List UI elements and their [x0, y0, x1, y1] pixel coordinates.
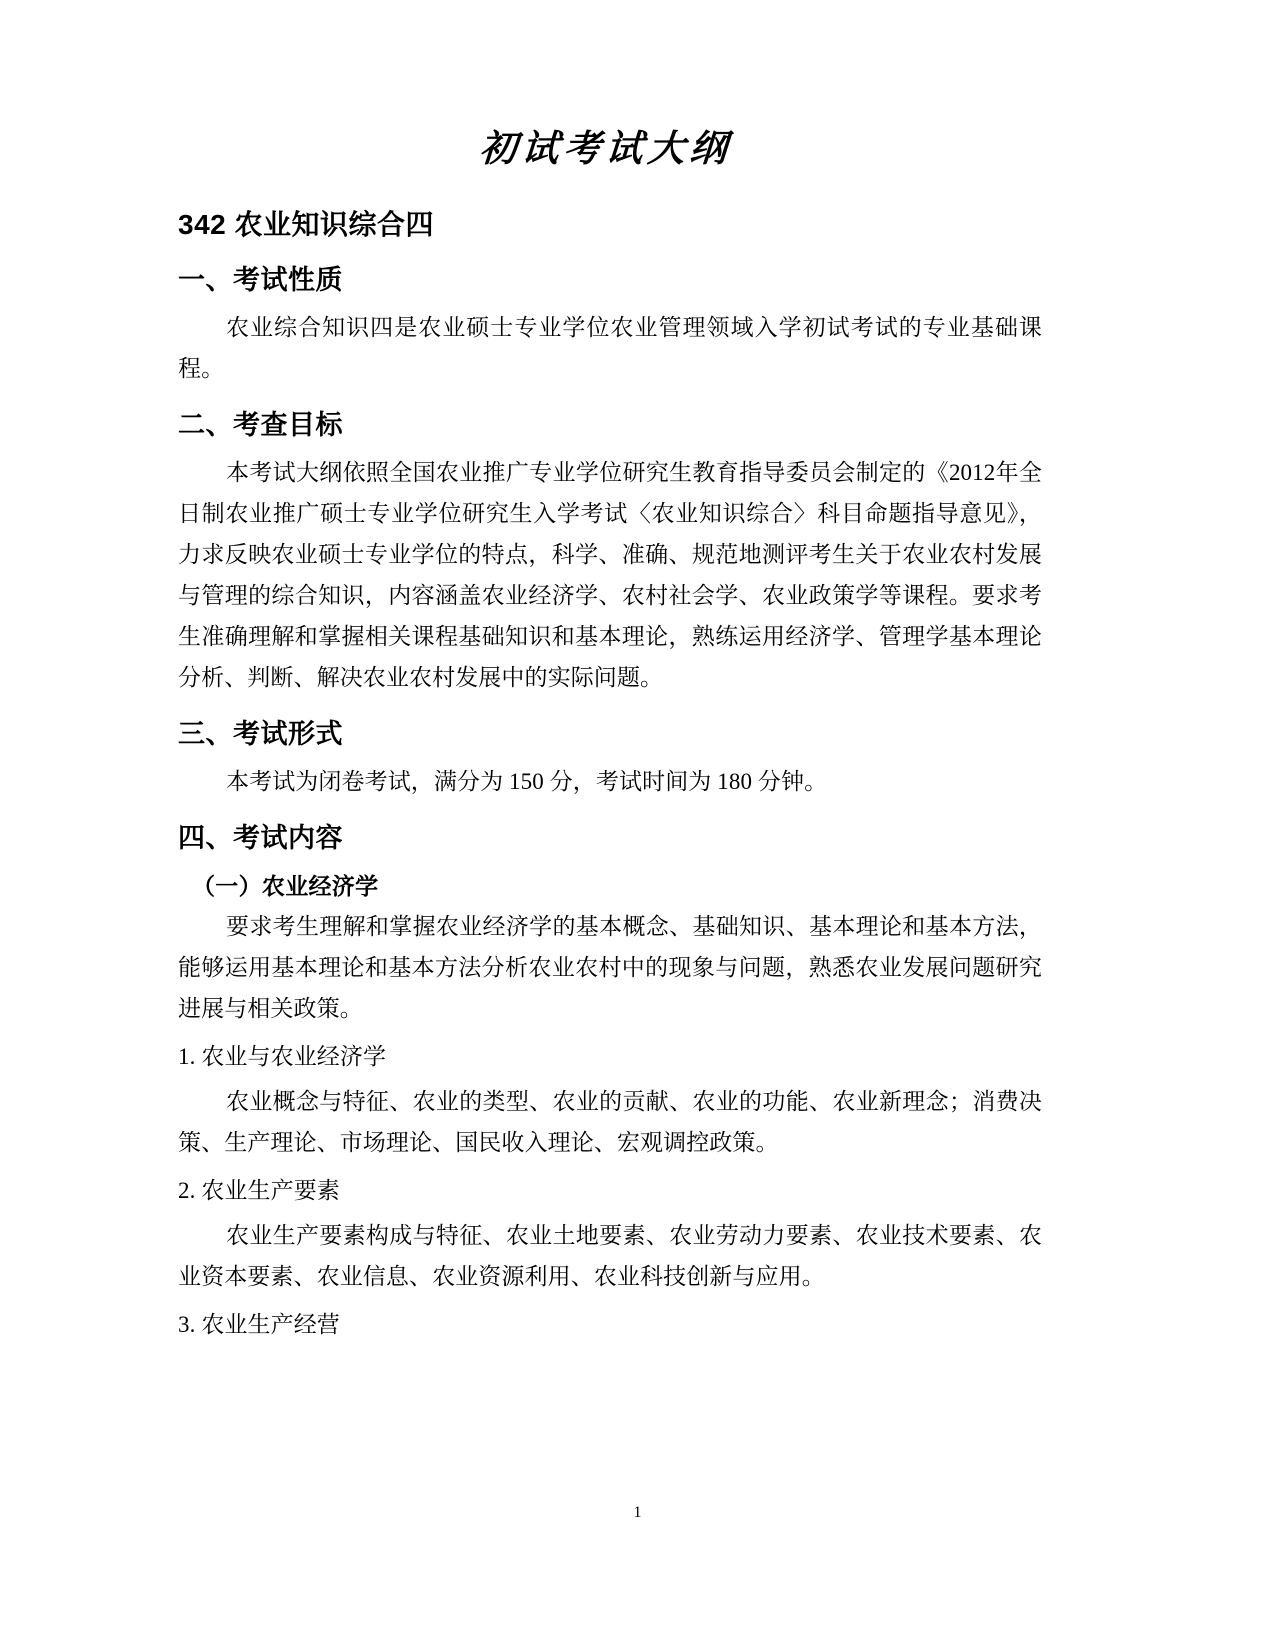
- section-1-paragraph: 农业综合知识四是农业硕士专业学位农业管理领域入学初试考试的专业基础课程。: [178, 315, 1042, 382]
- section-heading-2: 二、考查目标: [178, 410, 343, 441]
- item-title-3: 3. 农业生产经营: [178, 1311, 340, 1337]
- section-3-paragraph: 本考试为闭卷考试，满分为 150 分，考试时间为 180 分钟。: [226, 769, 828, 795]
- document-title: 初试考试大纲: [478, 129, 734, 170]
- section-heading-1: 一、考试性质: [178, 265, 343, 296]
- course-code-heading: 342 农业知识综合四: [178, 209, 434, 241]
- subsection-intro-paragraph: 要求考生理解和掌握农业经济学的基本概念、基础知识、基本理论和基本方法，能够运用基本理论和基本方法分析农业农村中的现象与问题，熟悉农业发展问题研究进展与相关政策。: [178, 913, 1042, 1021]
- subsection-heading-agricultural-economics: （一）农业经济学: [192, 872, 379, 899]
- section-heading-4: 四、考试内容: [178, 823, 343, 854]
- page-number: 1: [633, 1504, 642, 1521]
- section-2-paragraph: 本考试大纲依照全国农业推广专业学位研究生教育指导委员会制定的《2012年全日制农业推广硕士专业学位研究生入学考试〈农业知识综合〉科目命题指导意见》，力求反映农业硕士专业学位的特点，科学、准确、规范地测评考生关于农业农村发展与管理的综合知识，内容涵盖农业经济学、农村社会学、农业政策学等课程。要求考生准确理解和掌握相关课程基础知识和基本理论，熟练运用经济学、管理学基本理论分析、判断、解决农业农村发展中的实际问题。: [178, 460, 1042, 691]
- item-title-1: 1. 农业与农业经济学: [178, 1043, 387, 1069]
- item-body-1: 农业概念与特征、农业的类型、农业的贡献、农业的功能、农业新理念；消费决策、生产理论、市场理论、国民收入理论、宏观调控政策。: [178, 1088, 1042, 1155]
- document-content: [178, 0, 1042, 1345]
- item-body-2: 农业生产要素构成与特征、农业土地要素、农业劳动力要素、农业技术要素、农业资本要素、农业信息、农业资源利用、农业科技创新与应用。: [178, 1222, 1042, 1289]
- section-heading-3: 三、考试形式: [178, 719, 343, 750]
- item-title-2: 2. 农业生产要素: [178, 1177, 340, 1203]
